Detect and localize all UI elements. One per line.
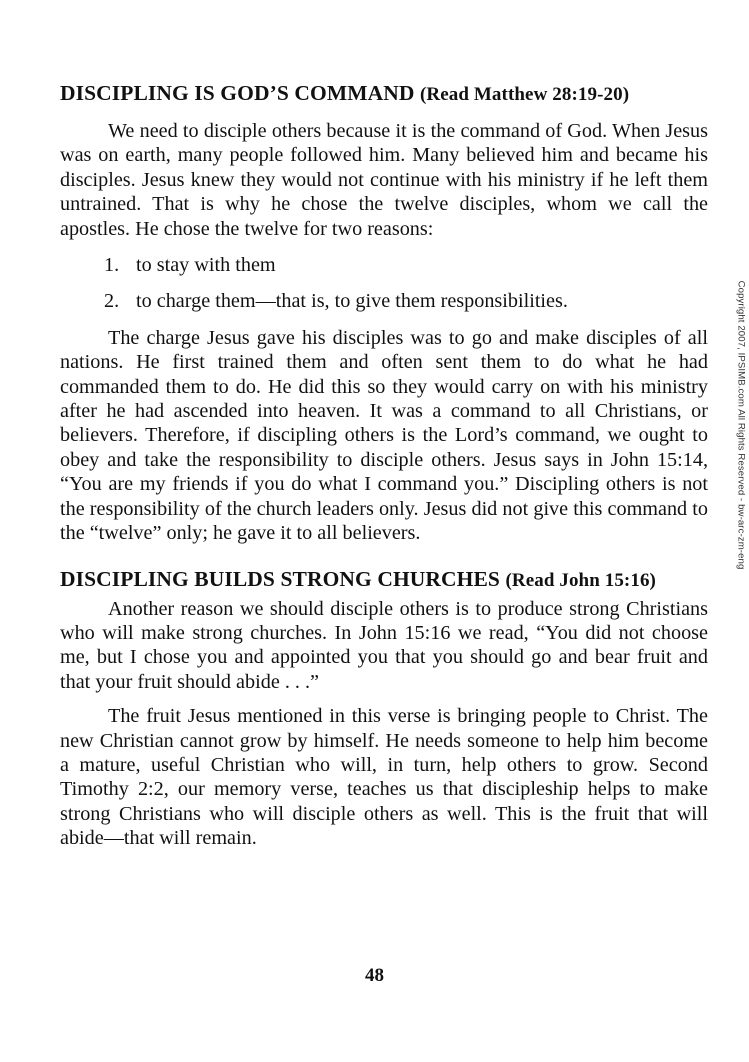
- list-item-number: 2.: [104, 290, 120, 313]
- list-item: [60, 253, 708, 277]
- body-paragraph: Another reason we should disciple others is to produce strong Christians who will make strong churches. In John 15:16 we read, “You did not choose me, but I chose you and appointed you that you should go and bear fruit and that your fruit should abide . . .”: [60, 597, 708, 693]
- list-item-text: to stay with them: [136, 254, 276, 277]
- section-heading-churches: [60, 564, 708, 596]
- body-paragraph: The fruit Jesus mentioned in this verse is bringing people to Christ. The new Christian cannot grow by himself. He needs someone to help him become a mature, useful Christian who will, in turn, help others to grow. Second Timothy 2:2, our memory verse, teaches us that discipleship helps to make strong Christians who will disciple others as well. This is the fruit that will abide—that will remain.: [60, 705, 708, 850]
- section-heading-command-title: DISCIPLING IS GOD’S COMMAND: [60, 81, 415, 105]
- section-heading-command-reference: (Read Matthew 28:19-20): [419, 84, 630, 105]
- list-item-number: 1.: [104, 254, 120, 277]
- section-heading-churches-title: DISCIPLING BUILDS STRONG CHURCHES: [60, 566, 500, 591]
- section-heading-command: [60, 78, 708, 110]
- copyright-watermark: Copyright 2007, IPSIMB.com All Rights Reserved - bw-arc-zm-eng: [735, 280, 747, 570]
- page-number: 48: [365, 965, 384, 986]
- section-heading-churches-reference: (Read John 15:16): [505, 569, 656, 591]
- list-item-text: to charge them—that is, to give them responsibilities.: [136, 290, 568, 313]
- page-content: [60, 78, 708, 851]
- list-item: [60, 289, 708, 313]
- body-paragraph: We need to disciple others because it is the command of God. When Jesus was on earth, many people followed him. Many believed him and became his disciples. Jesus knew they would not continue with his ministry if he left them untrained. That is why he chose the twelve disciples, whom we call the apostles. He chose the twelve for two reasons:: [60, 120, 708, 240]
- body-paragraph: The charge Jesus gave his disciples was to go and make disciples of all nations. He first trained them and often sent them to do what he had commanded them to do. He did this so they would carry on with his ministry after he had ascended into heaven. It was a command to all Christians, or believers. Therefore, if discipling others is the Lord’s command, we ought to obey and take the responsibility to disciple others. Jesus says in John 15:14, “You are my friends if you do what I command you.” Discipling others is not the responsibility of the church leaders only. Jesus did not give this command to the “twelve” only; he gave it to all believers.: [60, 326, 708, 545]
- reasons-list: [60, 253, 708, 314]
